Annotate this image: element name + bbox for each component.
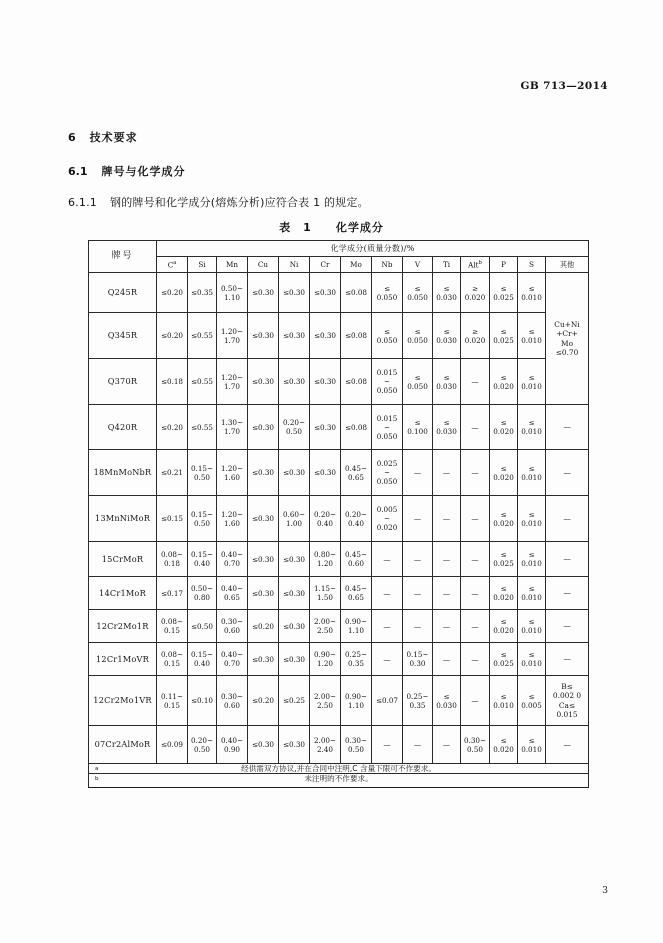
cell-si: 0.15~ 0.40 — [188, 542, 217, 577]
column-header-mo: Mo — [341, 257, 372, 273]
cell-ni: ≤0.30 — [279, 610, 310, 643]
table-row — [89, 496, 589, 542]
cell-c: ≤0.20 — [157, 313, 188, 359]
cell-c: ≤0.15 — [157, 496, 188, 542]
cell-p: ≤ 0.020 — [490, 405, 518, 450]
cell-c: ≤0.20 — [157, 273, 188, 313]
clause-heading-6 — [68, 129, 138, 145]
cell-p: ≤ 0.020 — [490, 450, 518, 496]
cell-v: — — [403, 496, 433, 542]
table-row — [89, 542, 589, 577]
cell-cr: 0.90~ 1.20 — [310, 643, 341, 676]
table-row — [89, 726, 589, 764]
cell-cr: 2.00~ 2.50 — [310, 676, 341, 726]
cell-other: — — [546, 610, 589, 643]
column-header-v: V — [403, 257, 433, 273]
cell-mn: 1.20~ 1.70 — [217, 359, 248, 405]
table-head-row-group — [89, 241, 589, 257]
cell-mn: 0.30~ 0.60 — [217, 610, 248, 643]
cell-cu: ≤0.20 — [248, 676, 279, 726]
cell-mo: 0.20~ 0.40 — [341, 496, 372, 542]
cell-ti: — — [433, 577, 461, 610]
cell-nb: — — [372, 726, 403, 764]
cell-ni: ≤0.30 — [279, 577, 310, 610]
column-header-ni: Ni — [279, 257, 310, 273]
cell-c: ≤0.17 — [157, 577, 188, 610]
cell-p: ≤ 0.020 — [490, 359, 518, 405]
footnote-a-text: 经供需双方协议,并在合同中注明,C 含量下限可不作要求。 — [241, 764, 436, 773]
cell-alt: — — [461, 450, 490, 496]
cell-grade: 13MnNiMoR — [89, 496, 157, 542]
clause-6-1-1-number: 6.1.1 — [68, 196, 97, 209]
cell-cu: ≤0.30 — [248, 542, 279, 577]
cell-s: ≤ 0.010 — [518, 273, 546, 313]
cell-ni: 0.20~ 0.50 — [279, 405, 310, 450]
cell-si: ≤0.50 — [188, 610, 217, 643]
cell-ti: ≤ 0.030 — [433, 676, 461, 726]
cell-mo: 0.90~ 1.10 — [341, 676, 372, 726]
column-header-c: $C^a$ — [157, 257, 188, 273]
cell-ni: ≤0.30 — [279, 643, 310, 676]
table-row — [89, 643, 589, 676]
cell-ni: ≤0.30 — [279, 450, 310, 496]
column-header-p: P — [490, 257, 518, 273]
column-header-si: Si — [188, 257, 217, 273]
cell-s: ≤ 0.010 — [518, 313, 546, 359]
cell-v: ≤ 0.100 — [403, 405, 433, 450]
table-caption — [0, 219, 663, 235]
cell-ni: ≤0.30 — [279, 359, 310, 405]
cell-si: ≤0.10 — [188, 676, 217, 726]
cell-mo: 0.45~ 0.65 — [341, 450, 372, 496]
footnote-b-text: 未注明的不作要求。 — [304, 774, 373, 784]
cell-ti: — — [433, 450, 461, 496]
cell-mo: 0.25~ 0.35 — [341, 643, 372, 676]
running-header-standard-number: GB 713—2014 — [520, 80, 608, 92]
footnote-a-cell — [89, 764, 589, 774]
cell-mn: 1.30~ 1.70 — [217, 405, 248, 450]
cell-cu: ≤0.30 — [248, 496, 279, 542]
cell-mo: 0.30~ 0.50 — [341, 726, 372, 764]
table-row — [89, 359, 589, 405]
cell-ti: ≤ 0.030 — [433, 313, 461, 359]
cell-other: — — [546, 643, 589, 676]
cell-mo: ≤0.08 — [341, 405, 372, 450]
cell-p: ≤ 0.025 — [490, 643, 518, 676]
cell-grade: Q370R — [89, 359, 157, 405]
cell-mo: 0.45~ 0.60 — [341, 542, 372, 577]
cell-v: — — [403, 542, 433, 577]
cell-other: — — [546, 577, 589, 610]
cell-ni: ≤0.30 — [279, 726, 310, 764]
cell-v: ≤ 0.050 — [403, 313, 433, 359]
cell-alt: — — [461, 405, 490, 450]
cell-ni: ≤0.30 — [279, 542, 310, 577]
cell-nb: — — [372, 577, 403, 610]
column-header-mn: Mn — [217, 257, 248, 273]
cell-cu: ≤0.30 — [248, 643, 279, 676]
chemical-composition-table — [88, 240, 589, 788]
footnote-ref-b: b — [478, 259, 482, 266]
cell-mn: 1.20~ 1.60 — [217, 496, 248, 542]
clause-heading-6-1 — [68, 163, 186, 179]
table-row — [89, 450, 589, 496]
cell-p: ≤ 0.010 — [490, 676, 518, 726]
cell-cu: ≤0.20 — [248, 610, 279, 643]
table-head — [89, 241, 589, 273]
cell-nb: 0.015 ~ 0.050 — [372, 405, 403, 450]
cell-alt: — — [461, 542, 490, 577]
cell-cu: ≤0.30 — [248, 405, 279, 450]
cell-mo: ≤0.08 — [341, 359, 372, 405]
cell-alt: — — [461, 359, 490, 405]
cell-ni: ≤0.25 — [279, 676, 310, 726]
cell-alt: ≥ 0.020 — [461, 273, 490, 313]
cell-s: ≤ 0.010 — [518, 359, 546, 405]
cell-mn: 0.40~ 0.90 — [217, 726, 248, 764]
table-row — [89, 610, 589, 643]
clause-6-number: 6 — [68, 131, 76, 144]
cell-nb: — — [372, 542, 403, 577]
cell-si: 0.15~ 0.40 — [188, 643, 217, 676]
column-header-group-composition: 化学成分(质量分数)/% — [157, 241, 589, 257]
cell-ti: — — [433, 610, 461, 643]
table-row — [89, 577, 589, 610]
cell-mo: ≤0.08 — [341, 273, 372, 313]
column-header-grade: 牌号 — [89, 241, 157, 273]
cell-nb: — — [372, 610, 403, 643]
cell-grade: 12Cr1MoVR — [89, 643, 157, 676]
cell-cr: 2.00~ 2.50 — [310, 610, 341, 643]
cell-c: 0.08~ 0.15 — [157, 643, 188, 676]
cell-cr: ≤0.30 — [310, 405, 341, 450]
cell-nb: 0.025 ~ 0.050 — [372, 450, 403, 496]
column-header-alt: Alt$^b$ — [461, 257, 490, 273]
cell-ti: — — [433, 643, 461, 676]
cell-v: ≤ 0.050 — [403, 359, 433, 405]
clause-6-1-number: 6.1 — [68, 165, 88, 178]
cell-alt: 0.30~ 0.50 — [461, 726, 490, 764]
cell-cr: ≤0.30 — [310, 359, 341, 405]
cell-cu: ≤0.30 — [248, 450, 279, 496]
cell-cr: 2.00~ 2.40 — [310, 726, 341, 764]
cell-other-merged: Cu+Ni +Cr+ Mo ≤0.70 — [546, 273, 589, 405]
cell-c: 0.08~ 0.15 — [157, 610, 188, 643]
cell-grade: Q345R — [89, 313, 157, 359]
footnote-b-mark: b — [95, 776, 99, 783]
page-number: 3 — [602, 886, 608, 896]
table-head-row-columns — [89, 257, 589, 273]
footnote-row-b — [89, 774, 589, 787]
cell-c: ≤0.18 — [157, 359, 188, 405]
cell-alt: — — [461, 577, 490, 610]
cell-si: 0.15~ 0.50 — [188, 496, 217, 542]
cell-other: B≤ 0.002 0 Ca≤ 0.015 — [546, 676, 589, 726]
cell-mn: 0.40~ 0.70 — [217, 542, 248, 577]
table-body — [89, 273, 589, 764]
footnote-ref-a: a — [173, 259, 177, 266]
cell-nb: ≤0.07 — [372, 676, 403, 726]
cell-si: ≤0.55 — [188, 359, 217, 405]
column-header-ti: Ti — [433, 257, 461, 273]
cell-ti: ≤ 0.030 — [433, 405, 461, 450]
cell-si: 0.50~ 0.80 — [188, 577, 217, 610]
cell-ni: 0.60~ 1.00 — [279, 496, 310, 542]
cell-ti: — — [433, 726, 461, 764]
table-row — [89, 273, 589, 313]
cell-cr: 0.80~ 1.20 — [310, 542, 341, 577]
table-row — [89, 313, 589, 359]
footnote-a-mark: a — [95, 766, 99, 772]
table-caption-number: 1 — [303, 221, 312, 234]
cell-si: ≤0.55 — [188, 313, 217, 359]
cell-other: — — [546, 726, 589, 764]
cell-v: — — [403, 577, 433, 610]
cell-si: 0.15~ 0.50 — [188, 450, 217, 496]
cell-v: ≤ 0.050 — [403, 273, 433, 313]
cell-cu: ≤0.30 — [248, 726, 279, 764]
clause-6-1-1-text: 钢的牌号和化学成分(熔炼分析)应符合表 1 的规定。 — [110, 196, 369, 209]
cell-ti: — — [433, 496, 461, 542]
cell-p: ≤ 0.025 — [490, 273, 518, 313]
cell-p: ≤ 0.020 — [490, 496, 518, 542]
clause-paragraph-6-1-1 — [68, 194, 369, 210]
clause-6-1-title: 牌号与化学成分 — [101, 165, 186, 178]
table-footnotes — [89, 764, 589, 788]
cell-mo: ≤0.08 — [341, 313, 372, 359]
cell-c: ≤0.09 — [157, 726, 188, 764]
cell-cu: ≤0.30 — [248, 313, 279, 359]
cell-mn: 0.30~ 0.60 — [217, 676, 248, 726]
cell-si: ≤0.55 — [188, 405, 217, 450]
cell-c: 0.08~ 0.18 — [157, 542, 188, 577]
cell-grade: 15CrMoR — [89, 542, 157, 577]
cell-ni: ≤0.30 — [279, 313, 310, 359]
cell-cu: ≤0.30 — [248, 577, 279, 610]
cell-nb: 0.015 ~ 0.050 — [372, 359, 403, 405]
column-header-s: S — [518, 257, 546, 273]
table-caption-title: 化学成分 — [335, 221, 384, 234]
cell-other: — — [546, 496, 589, 542]
cell-s: ≤ 0.010 — [518, 542, 546, 577]
cell-mn: 1.20~ 1.60 — [217, 450, 248, 496]
cell-s: ≤ 0.010 — [518, 450, 546, 496]
cell-v: — — [403, 450, 433, 496]
chemical-composition-table-wrapper — [88, 240, 582, 788]
cell-other: — — [546, 542, 589, 577]
cell-mn: 0.50~ 1.10 — [217, 273, 248, 313]
cell-grade: 14Cr1MoR — [89, 577, 157, 610]
cell-grade: 18MnMoNbR — [89, 450, 157, 496]
cell-p: ≤ 0.020 — [490, 726, 518, 764]
cell-grade: Q420R — [89, 405, 157, 450]
cell-cu: ≤0.30 — [248, 359, 279, 405]
cell-cr: ≤0.30 — [310, 273, 341, 313]
column-header-cr: Cr — [310, 257, 341, 273]
cell-ni: ≤0.30 — [279, 273, 310, 313]
cell-nb: 0.005 ~ 0.020 — [372, 496, 403, 542]
cell-s: ≤ 0.005 — [518, 676, 546, 726]
cell-si: 0.20~ 0.50 — [188, 726, 217, 764]
cell-ti: — — [433, 542, 461, 577]
cell-alt: — — [461, 676, 490, 726]
cell-s: ≤ 0.010 — [518, 726, 546, 764]
cell-mn: 0.40~ 0.65 — [217, 577, 248, 610]
cell-s: ≤ 0.010 — [518, 405, 546, 450]
cell-alt: — — [461, 496, 490, 542]
cell-v: 0.15~ 0.30 — [403, 643, 433, 676]
cell-mn: 1.20~ 1.70 — [217, 313, 248, 359]
cell-nb: ≤ 0.050 — [372, 273, 403, 313]
cell-s: ≤ 0.010 — [518, 577, 546, 610]
table-caption-label: 表 — [279, 221, 292, 234]
cell-p: ≤ 0.020 — [490, 577, 518, 610]
cell-c: ≤0.21 — [157, 450, 188, 496]
table-row — [89, 676, 589, 726]
cell-ti: ≤ 0.030 — [433, 359, 461, 405]
cell-grade: 07Cr2AlMoR — [89, 726, 157, 764]
cell-si: ≤0.35 — [188, 273, 217, 313]
column-header-cu: Cu — [248, 257, 279, 273]
cell-cr: ≤0.30 — [310, 450, 341, 496]
cell-mo: 0.90~ 1.10 — [341, 610, 372, 643]
column-header-nb: Nb — [372, 257, 403, 273]
cell-grade: 12Cr2Mo1VR — [89, 676, 157, 726]
table-row — [89, 405, 589, 450]
cell-p: ≤ 0.020 — [490, 610, 518, 643]
cell-other: — — [546, 405, 589, 450]
cell-p: ≤ 0.025 — [490, 313, 518, 359]
cell-alt: — — [461, 610, 490, 643]
cell-mo: 0.45~ 0.65 — [341, 577, 372, 610]
cell-c: 0.11~ 0.15 — [157, 676, 188, 726]
cell-v: 0.25~ 0.35 — [403, 676, 433, 726]
cell-p: ≤ 0.025 — [490, 542, 518, 577]
cell-alt: — — [461, 643, 490, 676]
cell-cr: 0.20~ 0.40 — [310, 496, 341, 542]
cell-s: ≤ 0.010 — [518, 643, 546, 676]
cell-cr: ≤0.30 — [310, 313, 341, 359]
footnote-b-cell — [89, 774, 589, 787]
cell-alt: ≥ 0.020 — [461, 313, 490, 359]
column-header-其他: 其他 — [546, 257, 589, 273]
cell-v: — — [403, 726, 433, 764]
cell-cu: ≤0.30 — [248, 273, 279, 313]
cell-mn: 0.40~ 0.70 — [217, 643, 248, 676]
cell-ti: ≤ 0.030 — [433, 273, 461, 313]
footnote-row-a — [89, 764, 589, 774]
cell-v: — — [403, 610, 433, 643]
cell-grade: 12Cr2Mo1R — [89, 610, 157, 643]
cell-s: ≤ 0.010 — [518, 610, 546, 643]
cell-nb: — — [372, 643, 403, 676]
cell-nb: ≤ 0.050 — [372, 313, 403, 359]
cell-grade: Q245R — [89, 273, 157, 313]
cell-other: — — [546, 450, 589, 496]
cell-c: ≤0.20 — [157, 405, 188, 450]
clause-6-title: 技术要求 — [89, 131, 138, 144]
cell-cr: 1.15~ 1.50 — [310, 577, 341, 610]
cell-s: ≤ 0.010 — [518, 496, 546, 542]
